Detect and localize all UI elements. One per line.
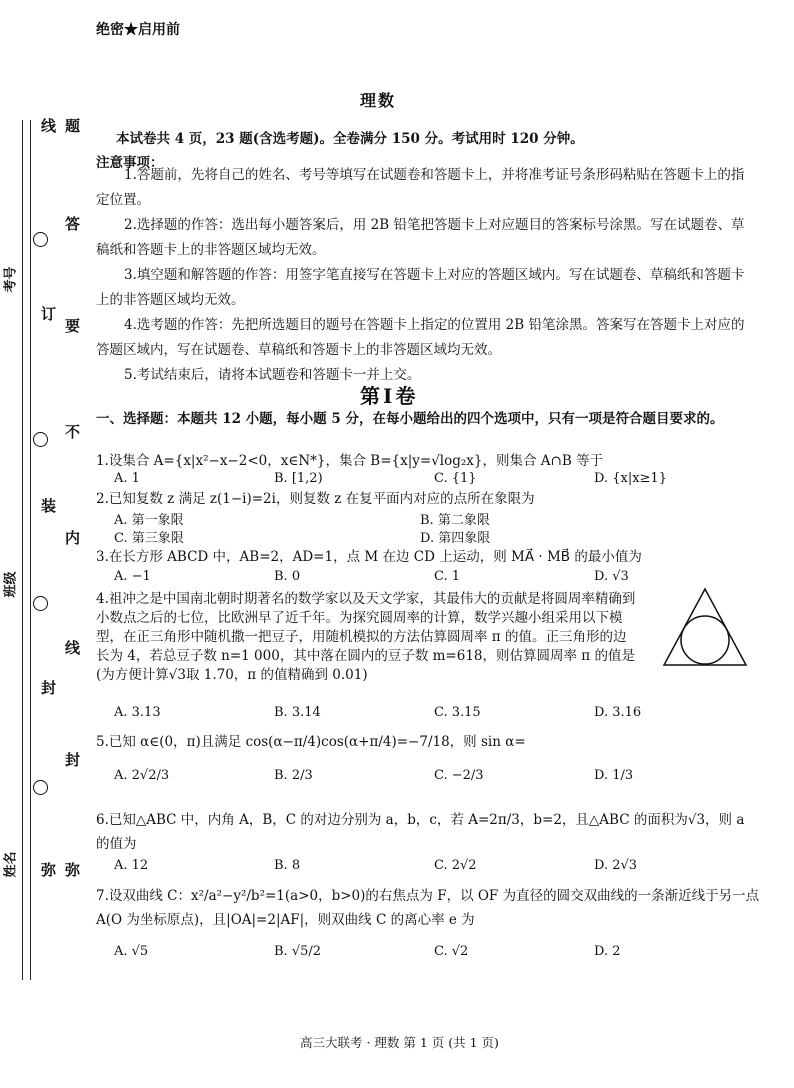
option: A. 1 (114, 471, 140, 486)
option: A. 12 (114, 858, 149, 873)
binding-char: 线 (39, 118, 57, 133)
binding-circle (33, 780, 48, 795)
question-stem: 7.设双曲线 C：x²/a²−y²/b²=1(a>0，b>0)的右焦点为 F，以 OF 为直径的圆交双曲线的一条渐近线于另一点 A(O 为坐标原点)，且|OA|=2|AF|，则双曲线 C 的离心率 e 为 (96, 888, 760, 928)
option: A. 第一象限 (114, 513, 184, 528)
option: B. 2/3 (274, 768, 313, 783)
binding-char: 不 (63, 424, 81, 439)
option: D. 3.16 (594, 705, 642, 720)
option: C. −2/3 (434, 768, 484, 783)
name-label: 姓名 (3, 851, 19, 878)
question-stem: 6.已知△ABC 中，内角 A，B，C 的对边分别为 a，b，c，若 A=2π/3，b=2，且△ABC 的面积为√3，则 a 的值为 (96, 812, 745, 852)
question-options (114, 527, 754, 546)
binding-char: 线 (63, 640, 81, 655)
option: C. 3.15 (434, 705, 481, 720)
section-heading: 一、选择题：本题共 12 小题，每小题 5 分，在每小题给出的四个选项中，只有一项是符合题目要求的。 (96, 411, 724, 427)
option: D. 第四象限 (420, 531, 491, 546)
note-item: 1.答题前，先将自己的姓名、考号等填写在试题卷和答题卡上，并将准考证号条形码粘贴在答题卡上的指定位置。 (96, 167, 745, 208)
note-item: 2.选择题的作答：选出每小题答案后，用 2B 铅笔把答题卡上对应题目的答案标号涂黑。写在试题卷、草稿纸和答题卡上的非答题区域均无效。 (96, 217, 745, 258)
option: B. 第二象限 (420, 513, 490, 528)
binding-char: 答 (63, 216, 81, 231)
option: D. 2 (594, 944, 621, 959)
binding-char: 封 (39, 680, 57, 695)
binding-char: 题 (63, 118, 81, 133)
binding-circle (33, 596, 48, 611)
option: A. 3.13 (114, 705, 161, 720)
option: D. 1/3 (594, 768, 634, 783)
option: C. 2√2 (434, 858, 477, 873)
exam-intro: 本试卷共 4 页，23 题(含选考题)。全卷满分 150 分。考试用时 120 分钟。 (116, 131, 584, 147)
equilateral-triangle (664, 589, 746, 665)
question-stem: 3.在长方形 ABCD 中，AB=2，AD=1，点 M 在边 CD 上运动，则 MA⃗ · MB⃗ 的最小值为 (96, 549, 642, 565)
binding-circle (33, 432, 48, 447)
option: B. 8 (274, 858, 301, 873)
question-stem: 4.祖冲之是中国南北朝时期著名的数学家以及天文学家，其最伟大的贡献是将圆周率精确到小数点之后的七位，比欧洲早了近千年。为探究圆周率的计算，数学兴趣小组采用以下模型，在正三角形中随机撒一把豆子，用随机模拟的方法估算圆周率 π 的值。正三角形的边长为 4，若总豆子数 n=1 000，其中落在圆内的豆子数 m=618，则估算圆周率 π 的值是(为方便计算√3取 1.70，π 的值精确到 0.01) (96, 591, 636, 683)
binding-char: 要 (63, 318, 81, 333)
question-options (114, 944, 754, 959)
option: C. 1 (434, 569, 461, 584)
notes-list (96, 163, 756, 388)
option: C. {1} (434, 471, 477, 486)
option: A. 2√2/3 (114, 768, 170, 783)
binding-char: 弥 (63, 862, 81, 877)
note-item: 3.填空题和解答题的作答：用签字笔直接写在答题卡上对应的答题区域内。写在试题卷、草稿纸和答题卡上的非答题区域均无效。 (96, 267, 745, 308)
option: A. −1 (114, 569, 151, 584)
binding-line (22, 120, 23, 980)
option: D. {x|x≥1} (594, 471, 667, 486)
option: D. √3 (594, 569, 629, 584)
question-options (114, 509, 754, 528)
inscribed-circle (681, 616, 729, 664)
question-options (114, 471, 754, 486)
question-stem: 2.已知复数 z 满足 z(1−i)=2i，则复数 z 在复平面内对应的点所在象限为 (96, 491, 535, 507)
option: B. 3.14 (274, 705, 321, 720)
question-options (114, 768, 754, 783)
page-title: 理数 (360, 91, 397, 110)
question-options (114, 569, 754, 584)
triangle-circle-figure (660, 585, 750, 673)
option: B. [1,2) (274, 471, 323, 486)
note-item: 5.考试结束后，请将本试题卷和答题卡一并上交。 (124, 367, 421, 383)
binding-char: 弥 (39, 862, 57, 877)
option: D. 2√3 (594, 858, 638, 873)
notes-heading: 注意事项： (96, 155, 164, 171)
binding-char: 封 (63, 752, 81, 767)
page-footer: 高三大联考 · 理数 第 1 页 (共 1 页) (300, 1035, 499, 1050)
volume-title: 第Ⅰ卷 (360, 384, 419, 408)
binding-char: 订 (39, 306, 57, 321)
question-stem: 1.设集合 A={x|x²−x−2<0，x∈N*}，集合 B={x|y=√log₂x}，则集合 A∩B 等于 (96, 453, 604, 469)
question-stem: 5.已知 α∈(0，π)且满足 cos(α−π/4)cos(α+π/4)=−7/18，则 sin α= (96, 734, 526, 750)
binding-char: 内 (63, 530, 81, 545)
binding-line (30, 120, 31, 980)
exam-number-label: 考号 (3, 266, 19, 293)
option: C. √2 (434, 944, 469, 959)
question-options (114, 858, 754, 873)
question-options (114, 705, 754, 720)
option: B. √5/2 (274, 944, 322, 959)
option: A. √5 (114, 944, 149, 959)
secret-mark: 绝密★启用前 (96, 22, 180, 38)
note-item: 4.选考题的作答：先把所选题目的题号在答题卡上指定的位置用 2B 铅笔涂黑。答案写在答题卡上对应的答题区域内，写在试题卷、草稿纸和答题卡上的非答题区域均无效。 (96, 317, 745, 358)
option: B. 0 (274, 569, 301, 584)
binding-char: 装 (39, 498, 57, 513)
binding-circle (33, 232, 48, 247)
option: C. 第三象限 (114, 531, 184, 546)
class-label: 班级 (3, 571, 19, 598)
